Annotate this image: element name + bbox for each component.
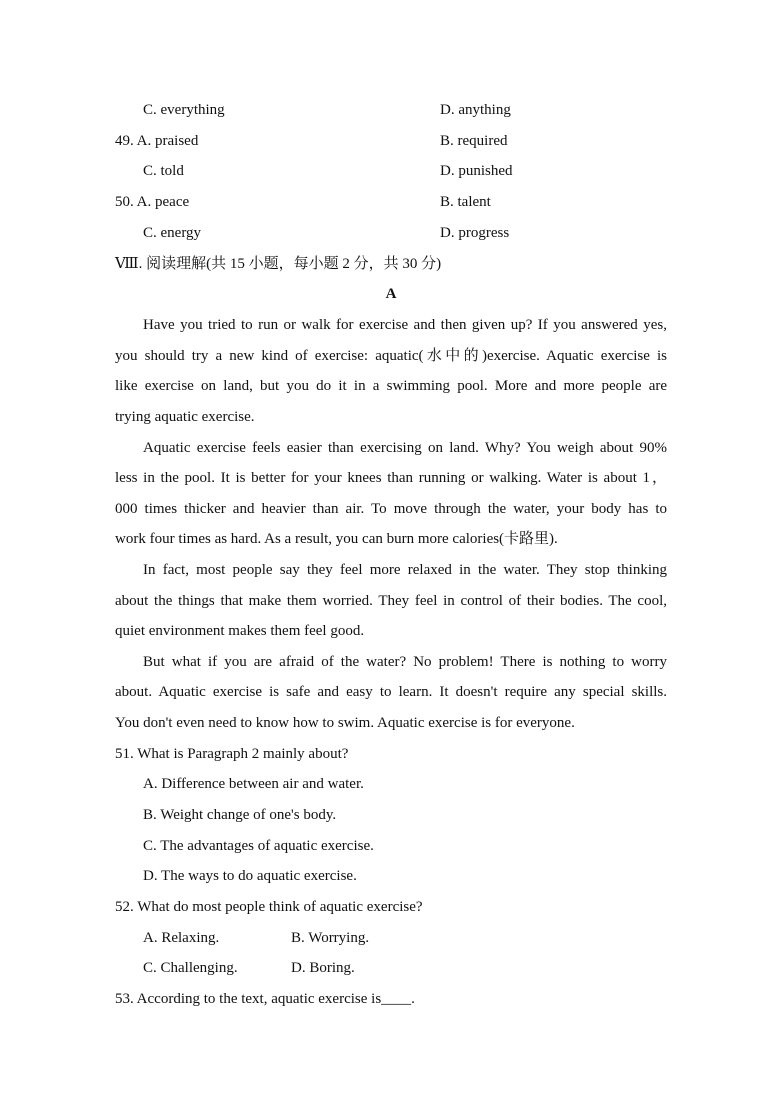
p2-line-2: less in the pool. It is better for your knees than running or walking. Water is about 1，: [115, 470, 667, 486]
q51-option-a: A. Difference between air and water.: [143, 776, 364, 792]
q53-stem-text: 53. According to the text, aquatic exercise is: [115, 991, 382, 1007]
q52-option-c: C. Challenging.: [143, 960, 238, 976]
p1-line-1: Have you tried to run or walk for exercise and then given up? If you answered yes,: [143, 317, 667, 333]
q50-option-d: D. progress: [440, 225, 510, 241]
q52-stem: 52. What do most people think of aquatic exercise?: [115, 899, 423, 915]
q51-option-c: C. The advantages of aquatic exercise.: [143, 838, 374, 854]
q50-option-a: 50. A. peace: [115, 194, 190, 210]
q49-option-c: C. told: [143, 163, 184, 179]
p1-line-3: like exercise on land, but you do it in a swimming pool. More and more people are: [115, 378, 667, 394]
q52-option-b: B. Worrying.: [291, 930, 370, 946]
q53-stem: [115, 989, 667, 1009]
q52-option-d: D. Boring.: [291, 960, 355, 976]
section-title: Ⅷ. 阅读理解(共 15 小题，每小题 2 分，共 30 分): [115, 256, 442, 272]
q50-option-b: B. talent: [440, 194, 491, 210]
p3-line-1: In fact, most people say they feel more relaxed in the water. They stop thinking: [143, 562, 667, 578]
q53-answer-blank: ____.: [381, 991, 415, 1007]
passage-label: A: [385, 286, 397, 302]
p4-line-2: about. Aquatic exercise is safe and easy to learn. It doesn't require any special skills.: [115, 684, 667, 700]
p2-line-3: 000 times thicker and heavier than air. To move through the water, your body has to: [115, 501, 667, 517]
q51-option-b: B. Weight change of one's body.: [143, 807, 337, 823]
q49-option-b: B. required: [440, 133, 508, 149]
q48-option-d: D. anything: [440, 102, 511, 118]
q51-option-d: D. The ways to do aquatic exercise.: [143, 868, 357, 884]
q51-stem: 51. What is Paragraph 2 mainly about?: [115, 746, 349, 762]
p2-line-1: Aquatic exercise feels easier than exercising on land. Why? You weigh about 90%: [143, 440, 667, 456]
q49-option-a: 49. A. praised: [115, 133, 199, 149]
p1-line-2: you should try a new kind of exercise: aquatic(水中的)exercise. Aquatic exercise is: [115, 348, 667, 364]
q49-option-d: D. punished: [440, 163, 513, 179]
p4-line-1: But what if you are afraid of the water? No problem! There is nothing to worry: [143, 654, 667, 670]
p2-line-4: work four times as hard. As a result, you can burn more calories(卡路里).: [115, 531, 558, 547]
q52-option-a: A. Relaxing.: [143, 930, 220, 946]
p1-line-4: trying aquatic exercise.: [115, 409, 255, 425]
q48-option-c: C. everything: [143, 102, 225, 118]
p3-line-3: quiet environment makes them feel good.: [115, 623, 365, 639]
p3-line-2: about the things that make them worried. They feel in control of their bodies. The cool,: [115, 593, 667, 609]
p4-line-3: You don't even need to know how to swim. Aquatic exercise is for everyone.: [115, 715, 575, 731]
q50-option-c: C. energy: [143, 225, 202, 241]
